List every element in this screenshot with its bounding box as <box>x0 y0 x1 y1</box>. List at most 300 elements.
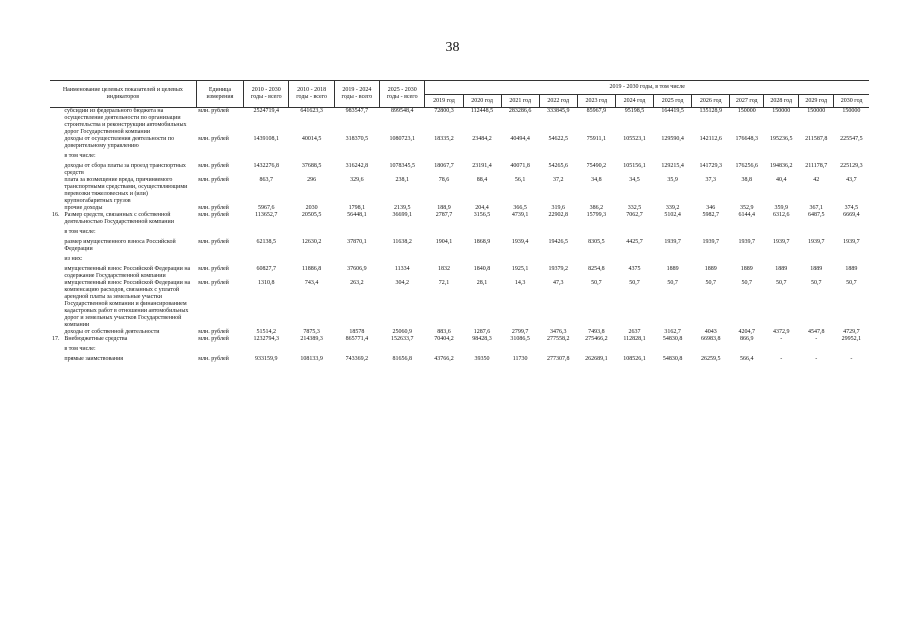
value-cell: 37606,9 <box>347 266 367 272</box>
value-cell: 8254,8 <box>588 266 605 272</box>
header-period-2019-2024: 2019 - 2024 годы - всего <box>334 81 379 108</box>
value-cell: - <box>815 356 818 362</box>
indicator-name: имущественный взнос Российской Федерации на компенсацию расходов, связанных с уплатой арендной платы за земельные участки Государственной компании и финансированием кадастровых работ в отношении автомобильных дорог и земельных участков Государственной компании <box>64 280 191 328</box>
value-cell: 1868,9 <box>473 239 491 245</box>
value-cell: 1310,8 <box>258 280 275 286</box>
value-cell: 150000 <box>772 108 791 114</box>
table-row <box>50 343 869 356</box>
value-cell: 40014,5 <box>301 136 322 142</box>
value-cell: 211587,8 <box>805 136 828 142</box>
value-cell: 374,5 <box>844 205 859 211</box>
value-cell: 54265,6 <box>548 163 569 169</box>
value-cell <box>425 253 463 266</box>
value-cell: 1904,1 <box>435 239 453 245</box>
value-cell: 39350 <box>474 356 490 362</box>
value-cell: 152633,7 <box>390 336 414 342</box>
value-cell: 4739,1 <box>511 212 529 218</box>
value-cell: 37688,5 <box>301 163 322 169</box>
value-cell: 238,1 <box>395 177 409 183</box>
value-cell <box>764 150 799 163</box>
value-cell: 333845,9 <box>547 108 570 114</box>
unit-cell <box>196 226 243 239</box>
value-cell: 40,4 <box>776 177 787 183</box>
value-cell <box>654 226 692 239</box>
value-cell <box>539 150 577 163</box>
value-cell <box>289 226 334 239</box>
value-cell: 4043 <box>704 329 717 335</box>
value-cell <box>539 253 577 266</box>
value-cell: 866,9 <box>740 336 754 342</box>
value-cell: 6487,5 <box>808 212 825 218</box>
value-cell: 204,4 <box>475 205 489 211</box>
unit-cell: млн. рублей <box>198 336 229 342</box>
value-cell <box>244 150 289 163</box>
value-cell <box>501 150 539 163</box>
table-row <box>50 150 869 163</box>
value-cell <box>615 253 653 266</box>
table-row <box>50 177 869 205</box>
value-cell: 23191,4 <box>472 163 492 169</box>
table-header <box>50 81 869 108</box>
value-cell: 296 <box>307 177 317 183</box>
value-cell: 7493,8 <box>588 329 605 335</box>
value-cell: 129215,4 <box>661 163 684 169</box>
value-cell: 54622,5 <box>548 136 569 142</box>
value-cell: 329,6 <box>350 177 364 183</box>
value-cell: 75490,2 <box>586 163 607 169</box>
value-cell: 72,1 <box>438 280 450 286</box>
value-cell: 23484,2 <box>472 136 492 142</box>
value-cell: 22902,8 <box>548 212 569 218</box>
value-cell: 211178,7 <box>805 163 828 169</box>
header-name: Наименование целевых показателей и целевых индикаторов <box>50 81 196 108</box>
value-cell: 95198,5 <box>624 108 645 114</box>
value-cell: 150000 <box>807 108 826 114</box>
value-cell: 1889 <box>666 266 679 272</box>
row-number <box>50 356 62 363</box>
value-cell: 20505,5 <box>301 212 322 218</box>
value-cell: 933159,9 <box>255 356 278 362</box>
value-cell: 81656,8 <box>392 356 412 362</box>
value-cell: 2524719,4 <box>253 108 280 114</box>
value-cell: 4729,7 <box>843 329 860 335</box>
indicator-name: Размер средств, связанных с собственной деятельностью Государственной компании <box>64 212 174 225</box>
value-cell <box>289 343 334 356</box>
value-cell <box>463 343 501 356</box>
value-cell: 1889 <box>775 266 788 272</box>
value-cell: 1832 <box>437 266 450 272</box>
value-cell: 1939,4 <box>511 239 529 245</box>
header-year: 2022 год <box>539 95 577 108</box>
row-number <box>50 280 62 329</box>
value-cell: 2787,7 <box>435 212 453 218</box>
value-cell: 62138,5 <box>256 239 277 245</box>
value-cell <box>834 226 869 239</box>
value-cell <box>501 253 539 266</box>
value-cell: 4204,7 <box>738 329 755 335</box>
value-cell: 3156,5 <box>473 212 491 218</box>
value-cell: 37,3 <box>705 177 716 183</box>
value-cell: 743,4 <box>304 280 319 286</box>
table-row <box>50 226 869 239</box>
value-cell: 1889 <box>740 266 753 272</box>
value-cell <box>730 343 764 356</box>
value-cell: 31086,5 <box>510 336 530 342</box>
value-cell: 4547,8 <box>808 329 825 335</box>
value-cell: 339,2 <box>665 205 680 211</box>
value-cell: 18578 <box>349 329 365 335</box>
value-cell: 54830,8 <box>662 336 683 342</box>
value-cell <box>425 150 463 163</box>
value-cell: 275466,2 <box>585 336 608 342</box>
value-cell: 42 <box>813 177 820 183</box>
unit-cell: млн. рублей <box>198 163 229 169</box>
value-cell: 263,2 <box>350 280 364 286</box>
value-cell: 78,6 <box>438 177 450 183</box>
value-cell: 1232794,3 <box>253 336 280 342</box>
value-cell: 743369,2 <box>345 356 369 362</box>
value-cell: 50,7 <box>741 280 752 286</box>
table-row <box>50 329 869 336</box>
table-row <box>50 356 869 363</box>
value-cell: 277558,2 <box>547 336 570 342</box>
value-cell <box>615 226 653 239</box>
value-cell: 37870,1 <box>347 239 367 245</box>
value-cell <box>577 253 615 266</box>
value-cell <box>334 253 379 266</box>
value-cell: 566,4 <box>740 356 754 362</box>
value-cell <box>334 343 379 356</box>
value-cell <box>764 253 799 266</box>
value-cell: 2799,7 <box>511 329 529 335</box>
value-cell: 105156,1 <box>623 163 646 169</box>
indicator-name: субсидии из федерального бюджета на осуществление деятельности по организации строительства и реконструкции автомобильных дорог Государственной компании <box>64 108 187 135</box>
value-cell: 129590,4 <box>661 136 684 142</box>
value-cell: 319,6 <box>551 205 566 211</box>
value-cell <box>380 253 425 266</box>
value-cell <box>334 150 379 163</box>
value-cell: 4375 <box>628 266 641 272</box>
value-cell: 1840,8 <box>473 266 491 272</box>
value-cell: - <box>815 336 818 342</box>
header-period-2010-2018: 2010 - 2018 годы - всего <box>289 81 334 108</box>
value-cell: 4425,7 <box>626 239 643 245</box>
value-cell: 3476,3 <box>550 329 567 335</box>
value-cell <box>380 150 425 163</box>
value-cell <box>539 343 577 356</box>
value-cell: - <box>780 336 783 342</box>
value-cell: 25060,9 <box>392 329 412 335</box>
header-year: 2024 год <box>615 95 653 108</box>
value-cell: 11638,2 <box>392 239 412 245</box>
value-cell: 5102,4 <box>664 212 681 218</box>
row-number <box>50 343 62 356</box>
value-cell: 194836,2 <box>770 163 793 169</box>
value-cell <box>764 226 799 239</box>
header-year: 2019 год <box>425 95 463 108</box>
value-cell: 7062,7 <box>626 212 643 218</box>
row-number <box>50 239 62 253</box>
header-year: 2030 год <box>834 95 869 108</box>
row-number: 16. <box>52 212 60 218</box>
value-cell: 6144,4 <box>738 212 755 218</box>
value-cell: 176648,3 <box>735 136 758 142</box>
value-cell: 142112,6 <box>699 136 722 142</box>
value-cell <box>654 150 692 163</box>
row-number <box>50 253 62 266</box>
row-number <box>50 136 62 150</box>
value-cell <box>730 253 764 266</box>
row-number <box>50 163 62 177</box>
value-cell: - <box>780 356 783 362</box>
value-cell: 50,7 <box>846 280 857 286</box>
value-cell: 113652,7 <box>255 212 278 218</box>
value-cell: 85967,9 <box>586 108 607 114</box>
value-cell <box>577 343 615 356</box>
value-cell: 1939,7 <box>843 239 860 245</box>
value-cell: 34,5 <box>629 177 640 183</box>
value-cell: 366,5 <box>513 205 527 211</box>
unit-cell: млн. рублей <box>198 177 229 183</box>
indicators-table <box>50 80 869 363</box>
value-cell: 18067,7 <box>434 163 454 169</box>
value-cell: 865771,4 <box>345 336 369 342</box>
indicator-name: из них: <box>64 256 83 262</box>
value-cell: 1078345,5 <box>389 163 415 169</box>
value-cell <box>730 226 764 239</box>
value-cell: 2030 <box>305 205 318 211</box>
value-cell: 367,1 <box>809 205 824 211</box>
value-cell: 1798,1 <box>348 205 366 211</box>
value-cell <box>834 150 869 163</box>
value-cell: 51514,2 <box>256 329 277 335</box>
table-row <box>50 205 869 212</box>
value-cell <box>539 226 577 239</box>
row-number <box>50 150 62 163</box>
page-number: 38 <box>445 40 460 55</box>
value-cell: 225547,5 <box>840 136 863 142</box>
indicator-name: плата за возмещение вреда, причиняемого транспортными средствами, осуществляющими перевозки тяжеловесных и (или) крупногабаритных грузов <box>64 177 188 204</box>
value-cell <box>615 150 653 163</box>
indicator-name: размер имущественного взноса Российской Федерации <box>64 239 176 252</box>
value-cell: 54830,8 <box>662 356 683 362</box>
row-number <box>50 266 62 280</box>
value-cell: 105523,1 <box>623 136 646 142</box>
unit-cell <box>196 150 243 163</box>
value-cell <box>577 226 615 239</box>
value-cell: 7875,3 <box>303 329 320 335</box>
value-cell: 5982,7 <box>702 212 719 218</box>
value-cell: 6312,6 <box>773 212 790 218</box>
value-cell: 359,9 <box>774 205 788 211</box>
value-cell <box>244 226 289 239</box>
value-cell: 72800,3 <box>434 108 454 114</box>
header-period-2010-2030: 2010 - 2030 годы - всего <box>244 81 289 108</box>
value-cell: 19379,2 <box>548 266 569 272</box>
value-cell: 641623,3 <box>300 108 323 114</box>
value-cell: 43766,2 <box>434 356 454 362</box>
value-cell: 352,9 <box>740 205 754 211</box>
row-number: 17. <box>52 336 60 342</box>
value-cell: 11334 <box>394 266 410 272</box>
header-unit: Единица измерения <box>196 81 243 108</box>
table-row <box>50 280 869 329</box>
value-cell <box>334 226 379 239</box>
table-body <box>50 108 869 364</box>
value-cell <box>799 150 834 163</box>
value-cell: 1939,7 <box>773 239 790 245</box>
value-cell: 108133,9 <box>300 356 323 362</box>
value-cell <box>425 226 463 239</box>
unit-cell <box>196 343 243 356</box>
value-cell: 14,3 <box>514 280 526 286</box>
value-cell: 316242,8 <box>345 163 369 169</box>
value-cell: 3162,7 <box>664 329 681 335</box>
header-year: 2026 год <box>692 95 730 108</box>
header-year: 2021 год <box>501 95 539 108</box>
value-cell: 225129,3 <box>840 163 863 169</box>
table-row <box>50 266 869 280</box>
value-cell: 1889 <box>845 266 858 272</box>
value-cell: 26259,5 <box>700 356 721 362</box>
value-cell: 346 <box>706 205 716 211</box>
value-cell <box>654 343 692 356</box>
value-cell: 11886,8 <box>301 266 322 272</box>
value-cell: 1287,6 <box>473 329 491 335</box>
value-cell: 50,7 <box>705 280 716 286</box>
value-cell: 5967,6 <box>258 205 275 211</box>
unit-cell: млн. рублей <box>198 266 229 272</box>
value-cell: 386,2 <box>589 205 604 211</box>
value-cell: 141729,3 <box>699 163 722 169</box>
indicator-name: доходы от осуществления деятельности по доверительному управлению <box>64 136 175 149</box>
value-cell: 1432276,8 <box>253 163 280 169</box>
unit-cell: млн. рублей <box>198 329 229 335</box>
value-cell <box>692 343 730 356</box>
indicator-name: доходы от собственной деятельности <box>64 329 160 335</box>
value-cell: 50,7 <box>811 280 822 286</box>
indicator-name: в том числе: <box>64 229 96 235</box>
value-cell: 28,1 <box>476 280 488 286</box>
row-number <box>50 226 62 239</box>
value-cell <box>380 343 425 356</box>
indicator-name: имущественный взнос Российской Федерации на содержание Государственной компании <box>64 266 191 279</box>
value-cell: 188,9 <box>437 205 451 211</box>
value-cell: 18335,2 <box>434 136 454 142</box>
value-cell: 34,8 <box>591 177 602 183</box>
unit-cell <box>196 253 243 266</box>
value-cell: 1889 <box>704 266 717 272</box>
value-cell: 60827,7 <box>256 266 277 272</box>
value-cell: 176256,6 <box>735 163 758 169</box>
value-cell <box>799 343 834 356</box>
value-cell: 332,5 <box>627 205 642 211</box>
value-cell: 150000 <box>737 108 756 114</box>
header-year: 2028 год <box>764 95 799 108</box>
row-number <box>50 329 62 336</box>
value-cell <box>380 226 425 239</box>
value-cell: 12630,2 <box>301 239 322 245</box>
value-cell <box>692 226 730 239</box>
unit-cell: млн. рублей <box>198 239 229 245</box>
indicator-name: доходы от сбора платы за проезд транспортных средств <box>64 163 186 176</box>
value-cell: 2637 <box>628 329 641 335</box>
header-year: 2023 год <box>577 95 615 108</box>
unit-cell: млн. рублей <box>198 356 229 362</box>
value-cell: 883,6 <box>437 329 451 335</box>
value-cell: 75911,1 <box>586 136 607 142</box>
unit-cell: млн. рублей <box>198 280 229 286</box>
header-year: 2020 год <box>463 95 501 108</box>
unit-cell: млн. рублей <box>198 212 229 218</box>
indicator-name: в том числе: <box>64 346 96 352</box>
value-cell: 1925,1 <box>511 266 529 272</box>
value-cell: 37,2 <box>553 177 564 183</box>
value-cell: 863,7 <box>259 177 274 183</box>
header-year: 2025 год <box>654 95 692 108</box>
value-cell: 1439108,1 <box>253 136 280 142</box>
value-cell: 70404,2 <box>434 336 454 342</box>
value-cell: 15799,3 <box>586 212 607 218</box>
table-row <box>50 108 869 137</box>
value-cell: 50,7 <box>629 280 640 286</box>
value-cell: 43,7 <box>846 177 857 183</box>
value-cell: 6669,4 <box>843 212 860 218</box>
row-number <box>50 108 62 137</box>
value-cell <box>834 343 869 356</box>
value-cell: 56,1 <box>514 177 526 183</box>
value-cell <box>615 343 653 356</box>
value-cell <box>463 226 501 239</box>
value-cell: 29952,1 <box>841 336 862 342</box>
value-cell <box>244 343 289 356</box>
value-cell: 283286,6 <box>508 108 532 114</box>
table-row <box>50 253 869 266</box>
value-cell <box>799 226 834 239</box>
unit-cell: млн. рублей <box>198 108 229 114</box>
value-cell: 88,4 <box>476 177 488 183</box>
value-cell <box>577 150 615 163</box>
value-cell: 47,3 <box>553 280 564 286</box>
value-cell <box>654 253 692 266</box>
value-cell: 108526,1 <box>623 356 646 362</box>
value-cell: 150000 <box>842 108 861 114</box>
value-cell: 19426,5 <box>548 239 569 245</box>
row-number <box>50 177 62 205</box>
value-cell: 35,9 <box>667 177 678 183</box>
header-period-2025-2030: 2025 - 2030 годы - всего <box>380 81 425 108</box>
unit-cell: млн. рублей <box>198 136 229 142</box>
value-cell: 38,8 <box>741 177 752 183</box>
value-cell: 8305,5 <box>588 239 605 245</box>
value-cell <box>244 253 289 266</box>
header-year: 2027 год <box>730 95 764 108</box>
value-cell <box>764 343 799 356</box>
value-cell: 50,7 <box>776 280 787 286</box>
table-row <box>50 336 869 343</box>
value-cell <box>834 253 869 266</box>
value-cell: 66983,8 <box>700 336 721 342</box>
value-cell: 112828,1 <box>623 336 646 342</box>
value-cell: 40494,4 <box>510 136 530 142</box>
value-cell: 98428,3 <box>472 336 492 342</box>
value-cell: 1939,7 <box>664 239 681 245</box>
value-cell: 195236,5 <box>770 136 793 142</box>
value-cell <box>501 226 539 239</box>
value-cell: 277307,8 <box>547 356 570 362</box>
indicator-name: Внебюджетные средства <box>64 336 128 342</box>
value-cell: 1939,7 <box>738 239 755 245</box>
